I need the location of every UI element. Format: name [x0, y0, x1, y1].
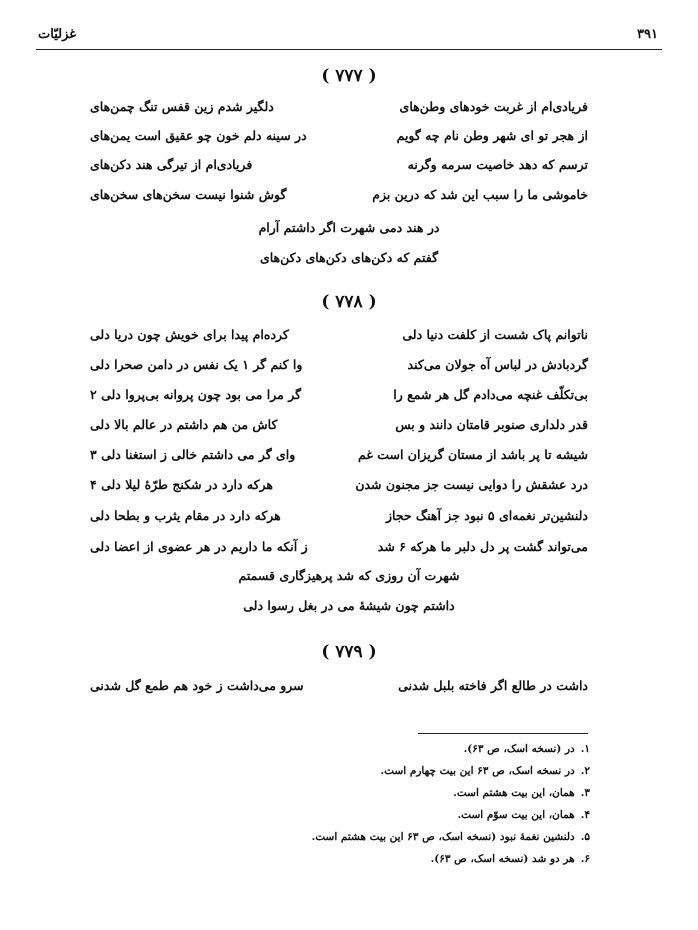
hemistich-first: دلنشین‌تر نغمه‌ای ۵ نبود جز آهنگ حجاز	[385, 507, 588, 523]
hemistich-second: ز آنکه ما داریم در هر عضوی از اعضا دلی	[90, 538, 308, 554]
hemistich-first: از هجر تو ای شهر وطن نام چه گویم	[396, 127, 588, 143]
hemistich-first: می‌تواند گشت پر دل دلبر ما هرکه ۶ شد	[377, 538, 588, 554]
hemistich-first: قدر دلداری صنوبر قامتان دانند و بس	[395, 416, 588, 432]
hemistich-second: هرکه دارد در شکنج طرّهٔ لیلا دلی ۴	[90, 476, 274, 492]
couplet	[90, 473, 588, 495]
ghazal-number: ( ۷۷۸ )	[321, 292, 377, 312]
running-head	[38, 24, 658, 44]
hemistich-first: ناتوانم پاک شست از کلفت دنیا دلی	[402, 326, 588, 342]
ghazal-number: ( ۷۷۹ )	[321, 642, 377, 662]
header-rule	[36, 49, 662, 50]
hemistich-first: بی‌تکلّف غنچه می‌دادم گل هر شمع را	[393, 386, 588, 402]
couplet	[90, 124, 588, 146]
couplet	[90, 95, 588, 117]
hemistich-first: ترسم که دهد خاصیت سرمه وگرنه	[407, 156, 588, 172]
hemistich-first: داشت در طالع اگر فاخته بلبل شدنی	[398, 677, 588, 693]
closing-hemistich-second: گفتم که دکن‌های دکن‌های دکن‌های	[259, 250, 439, 265]
closing-hemistich-second: داشتم چون شیشهٔ می در بغل رسوا دلی	[243, 598, 455, 613]
couplet	[90, 383, 588, 405]
couplet	[90, 153, 588, 175]
ghazal-number: ( ۷۷۷ )	[321, 66, 377, 86]
footnote: ۲.در نسخه اسک، ص ۶۳ این بیت چهارم است.	[380, 765, 590, 777]
hemistich-second: دلگیر شدم زین قفس تنگ چمن‌های	[90, 98, 274, 114]
section-title: غزلیّات	[38, 26, 77, 42]
couplet	[90, 183, 588, 205]
hemistich-first: شیشه تا پر باشد از مستان گریزان است غم	[358, 446, 588, 462]
hemistich-first: درد عشقش را دوایی نیست جز مجنون شدن	[355, 476, 588, 492]
hemistich-first: فریادی‌ام از غربت خودهای وطن‌های	[399, 98, 588, 114]
hemistich-second: در سینه دلم خون چو عقیق است یمن‌های	[90, 127, 307, 143]
hemistich-first: گردبادش در لباس آه جولان می‌کند	[407, 356, 588, 372]
footnote: ۳.همان، این بیت هشتم است.	[453, 787, 590, 799]
hemistich-first: خاموشی ما را سبب این شد که درین بزم	[372, 186, 588, 202]
closing-hemistich-first: در هند دمی شهرت اگر داشتم آرام	[258, 220, 440, 235]
closing-hemistich-first: شهرت آن روزی که شد پرهیزگاری قسمتم	[238, 568, 460, 583]
couplet	[90, 443, 588, 465]
hemistich-second: کاش من هم داشتم در عالم بالا دلی	[90, 416, 278, 432]
footnote: ۶.هر دو شد (نسخه اسک، ص ۶۳).	[430, 853, 590, 865]
footnote: ۴.همان، این بیت سوّم است.	[457, 809, 590, 821]
hemistich-second: سرو می‌داشت ز خود هم طمع گل شدنی	[90, 677, 304, 693]
page-number: ۳۹۱	[637, 26, 658, 42]
couplet	[90, 504, 588, 526]
couplet	[90, 353, 588, 375]
footnote: ۱.در (نسخه اسک، ص ۶۳).	[463, 743, 590, 755]
hemistich-second: کرده‌ام پیدا برای خویش چون دریا دلی	[90, 326, 289, 342]
footnote-rule	[418, 733, 588, 734]
couplet	[90, 674, 588, 696]
couplet	[90, 535, 588, 557]
footnote: ۵.دلنشین نغمهٔ نبود (نسخه اسک، ص ۶۳ این بیت هشتم است.	[311, 831, 590, 843]
hemistich-second: وا کنم گر ۱ یک نفس در دامن صحرا دلی	[90, 356, 303, 372]
couplet	[90, 413, 588, 435]
hemistich-second: وای گر می داشتم خالی ز استغنا دلی ۳	[90, 446, 296, 462]
couplet	[90, 323, 588, 345]
hemistich-second: گوش شنوا نیست سخن‌های سخن‌های	[90, 186, 287, 202]
hemistich-second: گر مرا می بود چون پروانه بی‌پروا دلی ۲	[90, 386, 302, 402]
hemistich-second: هرکه دارد در مقام یثرب و بطحا دلی	[90, 507, 281, 523]
hemistich-second: فریادی‌ام از تیرگی هند دکن‌های	[90, 156, 253, 172]
